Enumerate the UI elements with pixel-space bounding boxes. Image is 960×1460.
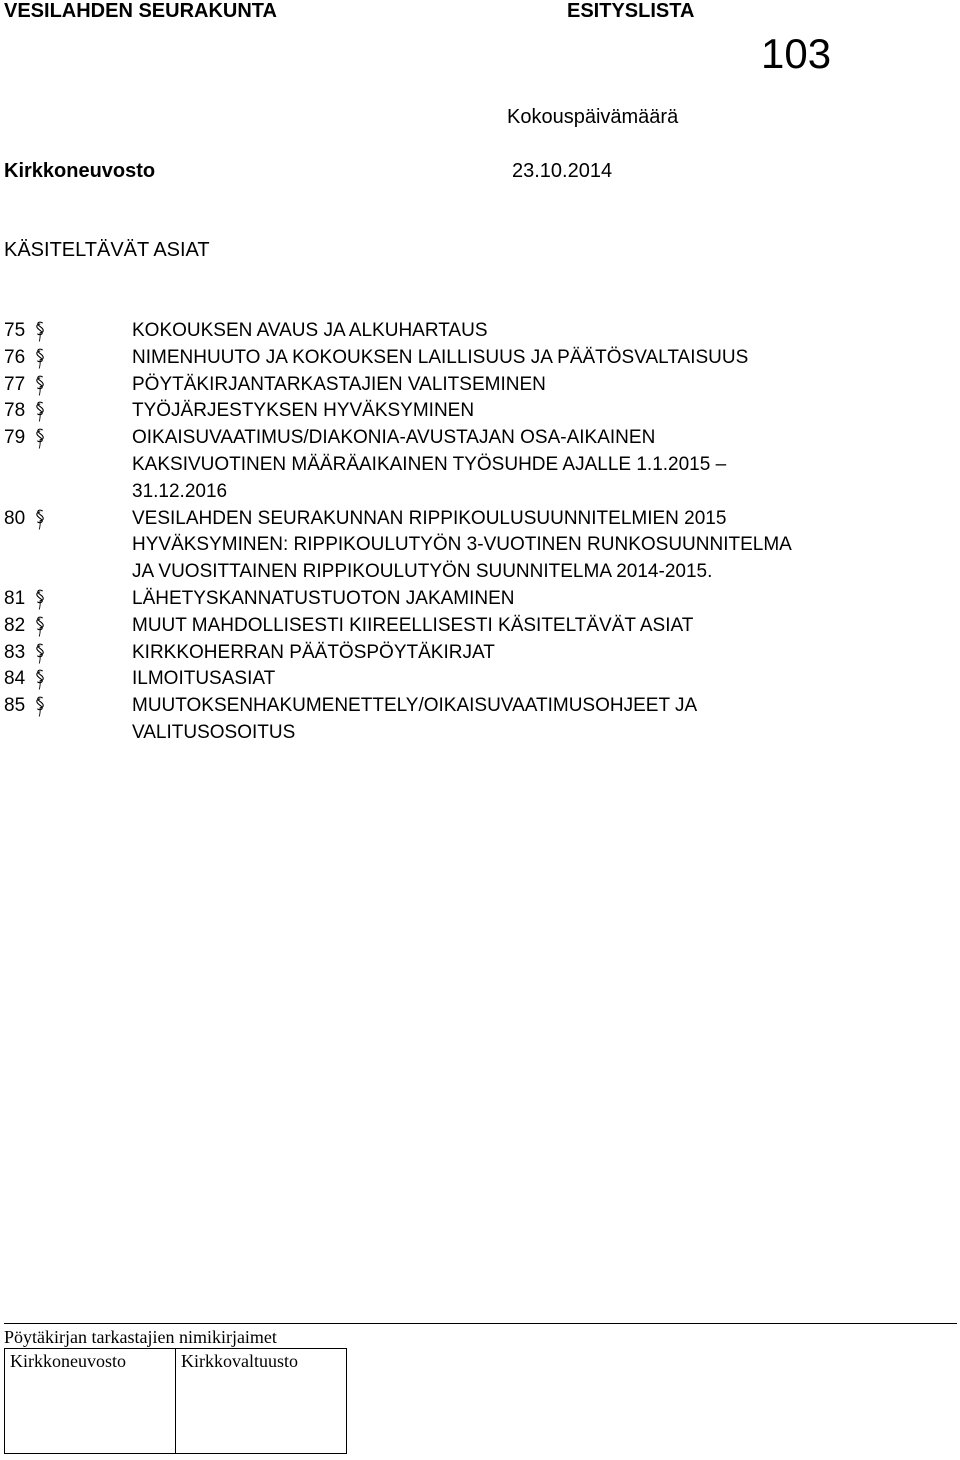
organization-name: VESILAHDEN SEURAKUNTA (4, 0, 277, 22)
agenda-item-number: 84 (4, 668, 26, 690)
agenda-item-number: 80 (4, 507, 26, 529)
agenda-item-title: NIMENHUUTO JA KOKOUKSEN LAILLISUUS JA PÄÄTÖSVALTAISUUS (132, 346, 749, 368)
section-sign-icon (34, 318, 46, 344)
agenda-list (4, 318, 954, 747)
section-sign-icon (34, 666, 46, 692)
agenda-item-title: TYÖJÄRJESTYKSEN HYVÄKSYMINEN (132, 400, 475, 422)
agenda-item-title: OIKAISUVAATIMUS/DIAKONIA-AVUSTAJAN OSA-AIKAINEN KAKSIVUOTINEN MÄÄRÄAIKAINEN TYÖSUHDE AJALLE 1.1.2015 – 31.12.2016 (132, 427, 727, 502)
section-sign-icon (34, 425, 46, 451)
footer-label: Pöytäkirjan tarkastajien nimikirjaimet (4, 1327, 277, 1347)
agenda-item-number: 75 (4, 320, 26, 341)
section-sign-icon (34, 613, 46, 639)
meeting-date: 23.10.2014 (512, 160, 613, 182)
agenda-item-number: 82 (4, 614, 26, 636)
agenda-item-title: LÄHETYSKANNATUSTUOTON JAKAMINEN (132, 587, 515, 609)
agenda-item-number: 83 (4, 641, 26, 663)
agenda-item-title: KOKOUKSEN AVAUS JA ALKUHARTAUS (132, 320, 488, 341)
date-label: Kokouspäivämäärä (507, 106, 679, 128)
agenda-item (4, 318, 954, 345)
agenda-item-number: 77 (4, 373, 26, 395)
agenda-item (4, 586, 954, 613)
agenda-item-title: VESILAHDEN SEURAKUNNAN RIPPIKOULUSUUNNITELMIEN 2015 HYVÄKSYMINEN: RIPPIKOULUTYÖN 3-VUOTINEN RUNKOSUUNNITELMA JA VUOSITTAINEN RIPPIKOULUTYÖN SUUNNITELMA 2014-2015. (132, 507, 792, 583)
section-sign-icon (34, 372, 46, 398)
agenda-item (4, 345, 954, 372)
section-sign-icon (34, 345, 46, 371)
agenda-item (4, 666, 954, 693)
agenda-item-number: 81 (4, 587, 26, 609)
section-sign-icon (34, 398, 46, 424)
section-title: KÄSITELTÄVÄT ASIAT (4, 239, 210, 261)
footer-divider (4, 1323, 957, 1324)
section-sign-icon (34, 640, 46, 666)
section-sign-icon (34, 693, 46, 719)
agenda-item (4, 398, 954, 425)
agenda-item (4, 613, 954, 640)
agenda-item (4, 425, 954, 505)
agenda-item-number: 76 (4, 346, 26, 368)
agenda-item-number: 78 (4, 400, 26, 422)
agenda-item-title: MUUTOKSENHAKUMENETTELY/OIKAISUVAATIMUSOHJEET JA VALITUSOSOITUS (132, 695, 698, 743)
agenda-item-number: 79 (4, 427, 26, 449)
signature-table (4, 1348, 347, 1454)
section-sign-icon (34, 586, 46, 612)
agenda-item (4, 372, 954, 399)
agenda-item-title: MUUT MAHDOLLISESTI KIIREELLISESTI KÄSITELTÄVÄT ASIAT (132, 614, 694, 636)
agenda-item (4, 506, 954, 586)
agenda-item-title: KIRKKOHERRAN PÄÄTÖSPÖYTÄKIRJAT (132, 641, 495, 663)
agenda-item (4, 693, 954, 747)
agenda-item-number: 85 (4, 695, 26, 717)
signature-cell-kirkkovaltuusto: Kirkkovaltuusto (176, 1349, 347, 1454)
section-sign-icon (34, 506, 46, 532)
agenda-item-title: ILMOITUSASIAT (132, 668, 276, 690)
meeting-body: Kirkkoneuvosto (4, 160, 156, 182)
page-number: 103 (761, 30, 832, 77)
agenda-item (4, 640, 954, 667)
document-type: ESITYSLISTA (567, 0, 695, 22)
agenda-item-title: PÖYTÄKIRJANTARKASTAJIEN VALITSEMINEN (132, 373, 546, 395)
signature-cell-kirkkoneuvosto: Kirkkoneuvosto (5, 1349, 176, 1454)
